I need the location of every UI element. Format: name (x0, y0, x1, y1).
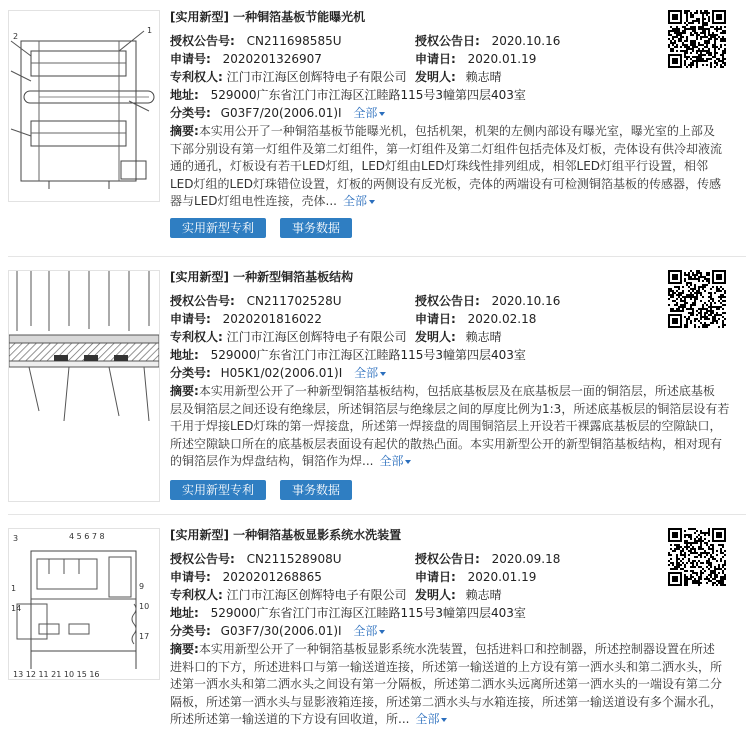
washing-device-drawing (9, 529, 159, 679)
abstract-line: LED灯组的LED灯珠错位设置，灯板的两侧设有反光板，壳体的两端设有可检测铜箔基板的传感器，传感 (170, 176, 722, 191)
grant-date-value: 2020.10.16 (491, 34, 561, 48)
inventor-label: 发明人: (415, 70, 456, 84)
abstract-line: 进料口的下方，所述进料口与第一输送道连接，所述第一输送道的上方设有第一洒水头和第二洒水头，所 (170, 659, 723, 674)
class-label: 分类号: (170, 106, 211, 120)
abstract-line (170, 641, 730, 659)
grant-date-row (415, 32, 560, 50)
patentee-row (170, 328, 407, 346)
abstract-line: 述第一洒水头和第二洒水头之间设有第一分隔板，所述第二洒水头远离所述第一洒水头的一端设有第二分 (170, 677, 723, 691)
class-value: H05K1/02(2006.01)I (220, 366, 343, 380)
patentee-link[interactable]: 江门市江海区创辉特电子有限公司 (226, 588, 407, 602)
address-value: 529000广东省江门市江海区江睦路115号3幢第四层403室 (210, 348, 526, 362)
all-label: 全部 (353, 624, 378, 638)
app-no-label: 申请号: (170, 570, 211, 584)
all-label: 全部 (353, 106, 378, 120)
chevron-down-icon (379, 630, 385, 634)
grant-no-label: 授权公告号: (170, 552, 235, 566)
patent-drawing-thumbnail[interactable] (8, 270, 160, 502)
app-date-label: 申请日: (415, 52, 456, 66)
abstract-line: 层及铜箔层之间还设有绝缘层，所述铜箔层与绝缘层之间的厚度比例为1:3，所述底基板层的铜箔层设有若 (170, 401, 730, 416)
qr-code-icon[interactable] (668, 10, 726, 68)
app-date-row (415, 50, 536, 68)
abstract-text: 器与LED灯组电性连接，壳体... (170, 194, 337, 208)
all-label: 全部 (354, 366, 379, 380)
address-label: 地址: (170, 606, 199, 620)
inventor-row (415, 586, 502, 604)
app-no-label: 申请号: (170, 312, 211, 326)
chevron-down-icon (405, 460, 411, 464)
grant-no-row (170, 550, 342, 568)
app-date-row (415, 310, 536, 328)
app-date-value: 2020.01.19 (467, 52, 537, 66)
app-no-row (170, 568, 322, 586)
class-row (170, 104, 385, 122)
patentee-link[interactable]: 江门市江海区创辉特电子有限公司 (226, 330, 407, 344)
class-value: G03F7/20(2006.01)I (220, 106, 342, 120)
patent-record-1 (0, 0, 752, 250)
grant-no-row (170, 292, 342, 310)
record-title[interactable]: [实用新型] 一种新型铜箔基板结构 (170, 270, 354, 284)
class-row (170, 364, 386, 382)
grant-no-label: 授权公告号: (170, 34, 235, 48)
class-row (170, 622, 385, 640)
abstract-label: 摘要: (170, 124, 199, 138)
app-date-label: 申请日: (415, 570, 456, 584)
abstract-label: 摘要: (170, 642, 199, 656)
class-all-dropdown[interactable] (353, 624, 385, 638)
abstract-line: 干用于焊接LED灯珠的第一焊接盘，所述第一焊接盘的周围铜箔层上开设若干裸露底基板层的空隙缺口， (170, 419, 722, 433)
abstract-all-dropdown[interactable] (415, 712, 447, 726)
app-no-value: 2020201816022 (222, 312, 322, 326)
copper-substrate-drawing (9, 271, 159, 501)
app-no-row (170, 310, 322, 328)
qr-code-icon[interactable] (668, 528, 726, 586)
inventor-row (415, 328, 502, 346)
abstract-text: 本实用新型公开了一种铜箔基板显影系统水洗装置，包括进料口和控制器，所述控制器设置在所述 (198, 642, 715, 656)
svg-text:4 5 6 7 8: 4 5 6 7 8 (69, 532, 105, 541)
patentee-label: 专利权人: (170, 588, 223, 602)
address-row (170, 86, 526, 104)
record-title[interactable]: [实用新型] 一种铜箔基板节能曝光机 (170, 10, 366, 24)
app-no-row (170, 50, 322, 68)
qr-code-icon[interactable] (668, 270, 726, 328)
divider (8, 514, 746, 515)
svg-text:14: 14 (11, 604, 22, 613)
grant-date-row (415, 292, 560, 310)
app-no-label: 申请号: (170, 52, 211, 66)
divider (8, 256, 746, 257)
abstract-line (170, 193, 730, 211)
inventor-label: 发明人: (415, 330, 456, 344)
inventor-value[interactable]: 赖志晴 (465, 70, 502, 84)
class-all-dropdown[interactable] (353, 106, 385, 120)
app-no-value: 2020201326907 (222, 52, 322, 66)
class-label: 分类号: (170, 366, 211, 380)
abstract-label: 摘要: (170, 384, 199, 398)
abstract-line: 隔板，所述第一洒水头与显影液箱连接，所述第二洒水头与水箱连接，所述第一输送道设有多个漏水孔， (170, 694, 723, 709)
utility-patent-button[interactable]: 实用新型专利 (170, 480, 266, 500)
grant-date-value: 2020.10.16 (491, 294, 561, 308)
patentee-link[interactable]: 江门市江海区创辉特电子有限公司 (226, 70, 407, 84)
abstract-text: 本实用新型公开了一种新型铜箔基板结构，包括底基板层及在底基板层一面的铜箔层，所述底基板 (198, 384, 715, 398)
patent-record-3 (0, 520, 752, 733)
svg-text:3: 3 (13, 534, 19, 543)
app-date-value: 2020.01.19 (467, 570, 537, 584)
chevron-down-icon (441, 718, 447, 722)
inventor-value[interactable]: 赖志晴 (465, 588, 502, 602)
abstract-line (170, 383, 730, 401)
patentee-row (170, 68, 407, 86)
grant-date-label: 授权公告日: (415, 552, 480, 566)
address-label: 地址: (170, 88, 199, 102)
grant-date-label: 授权公告日: (415, 294, 480, 308)
utility-patent-button[interactable]: 实用新型专利 (170, 218, 266, 238)
inventor-label: 发明人: (415, 588, 456, 602)
class-value: G03F7/30(2006.01)I (220, 624, 342, 638)
address-value: 529000广东省江门市江海区江睦路115号3幢第四层403室 (210, 88, 526, 102)
abstract-line (170, 711, 730, 729)
abstract-text: 的铜箔层作为焊盘结构，铜箔作为焊... (170, 454, 374, 468)
app-date-label: 申请日: (415, 312, 456, 326)
patentee-row (170, 586, 407, 604)
patentee-label: 专利权人: (170, 70, 223, 84)
abstract-line: 所述空隙缺口所在的底基板层表面设有起伏的散热凸面。本实用新型公开的新型铜箔基板结构，相对现有 (170, 436, 723, 451)
app-no-value: 2020201268865 (222, 570, 322, 584)
abstract-line (170, 123, 730, 141)
grant-date-value: 2020.09.18 (491, 552, 561, 566)
abstract-line: 通的通孔，灯板设有若干LED灯组，LED灯组由LED灯珠线性排列组成，相邻LED灯组平行设置，相邻 (170, 159, 709, 173)
svg-text:17: 17 (139, 632, 150, 641)
affairs-data-button[interactable]: 事务数据 (280, 480, 352, 500)
abstract-text: 本实用公开了一种铜箔基板节能曝光机，包括机架，机架的左侧内部设有曝光室，曝光室的上部及 (198, 124, 715, 138)
svg-text:2: 2 (13, 32, 19, 41)
all-label: 全部 (342, 194, 367, 208)
app-date-row (415, 568, 536, 586)
grant-no-row (170, 32, 342, 50)
affairs-data-button[interactable]: 事务数据 (280, 218, 352, 238)
patent-record-2 (0, 262, 752, 512)
abstract (170, 123, 730, 211)
chevron-down-icon (369, 200, 375, 204)
app-date-value: 2020.02.18 (467, 312, 537, 326)
address-label: 地址: (170, 348, 199, 362)
grant-date-label: 授权公告日: (415, 34, 480, 48)
svg-text:1: 1 (147, 26, 153, 35)
grant-no-value: CN211528908U (246, 552, 342, 566)
patentee-label: 专利权人: (170, 330, 223, 344)
address-value: 529000广东省江门市江海区江睦路115号3幢第四层403室 (210, 606, 526, 620)
abstract (170, 383, 730, 471)
grant-no-value: CN211698585U (246, 34, 342, 48)
inventor-row (415, 68, 502, 86)
exposure-machine-drawing (9, 11, 159, 201)
abstract-text: 所述所述第一输送道的下方设有回收道，所... (170, 712, 410, 726)
abstract-line (170, 453, 730, 471)
abstract-all-dropdown[interactable] (379, 454, 411, 468)
abstract-all-dropdown[interactable] (343, 194, 375, 208)
all-label: 全部 (379, 454, 404, 468)
grant-no-label: 授权公告号: (170, 294, 235, 308)
abstract-line: 下部分别设有第一灯组件及第二灯组件，第一灯组件及第二灯组件包括壳体及灯板，壳体设有供冷却液流 (170, 141, 723, 156)
svg-text:9: 9 (139, 582, 145, 591)
inventor-value[interactable]: 赖志晴 (465, 330, 502, 344)
class-all-dropdown[interactable] (354, 366, 386, 380)
svg-text:13 12 11 21 10 15 16: 13 12 11 21 10 15 16 (13, 670, 100, 679)
class-label: 分类号: (170, 624, 211, 638)
all-label: 全部 (415, 712, 440, 726)
grant-date-row (415, 550, 560, 568)
svg-text:10: 10 (139, 602, 150, 611)
address-row (170, 604, 526, 622)
chevron-down-icon (379, 112, 385, 116)
chevron-down-icon (380, 372, 386, 376)
record-title[interactable]: [实用新型] 一种铜箔基板显影系统水洗装置 (170, 528, 402, 542)
svg-text:1: 1 (11, 584, 17, 593)
patent-drawing-thumbnail[interactable] (8, 528, 160, 680)
abstract (170, 641, 730, 729)
patent-drawing-thumbnail[interactable] (8, 10, 160, 202)
address-row (170, 346, 526, 364)
grant-no-value: CN211702528U (246, 294, 342, 308)
